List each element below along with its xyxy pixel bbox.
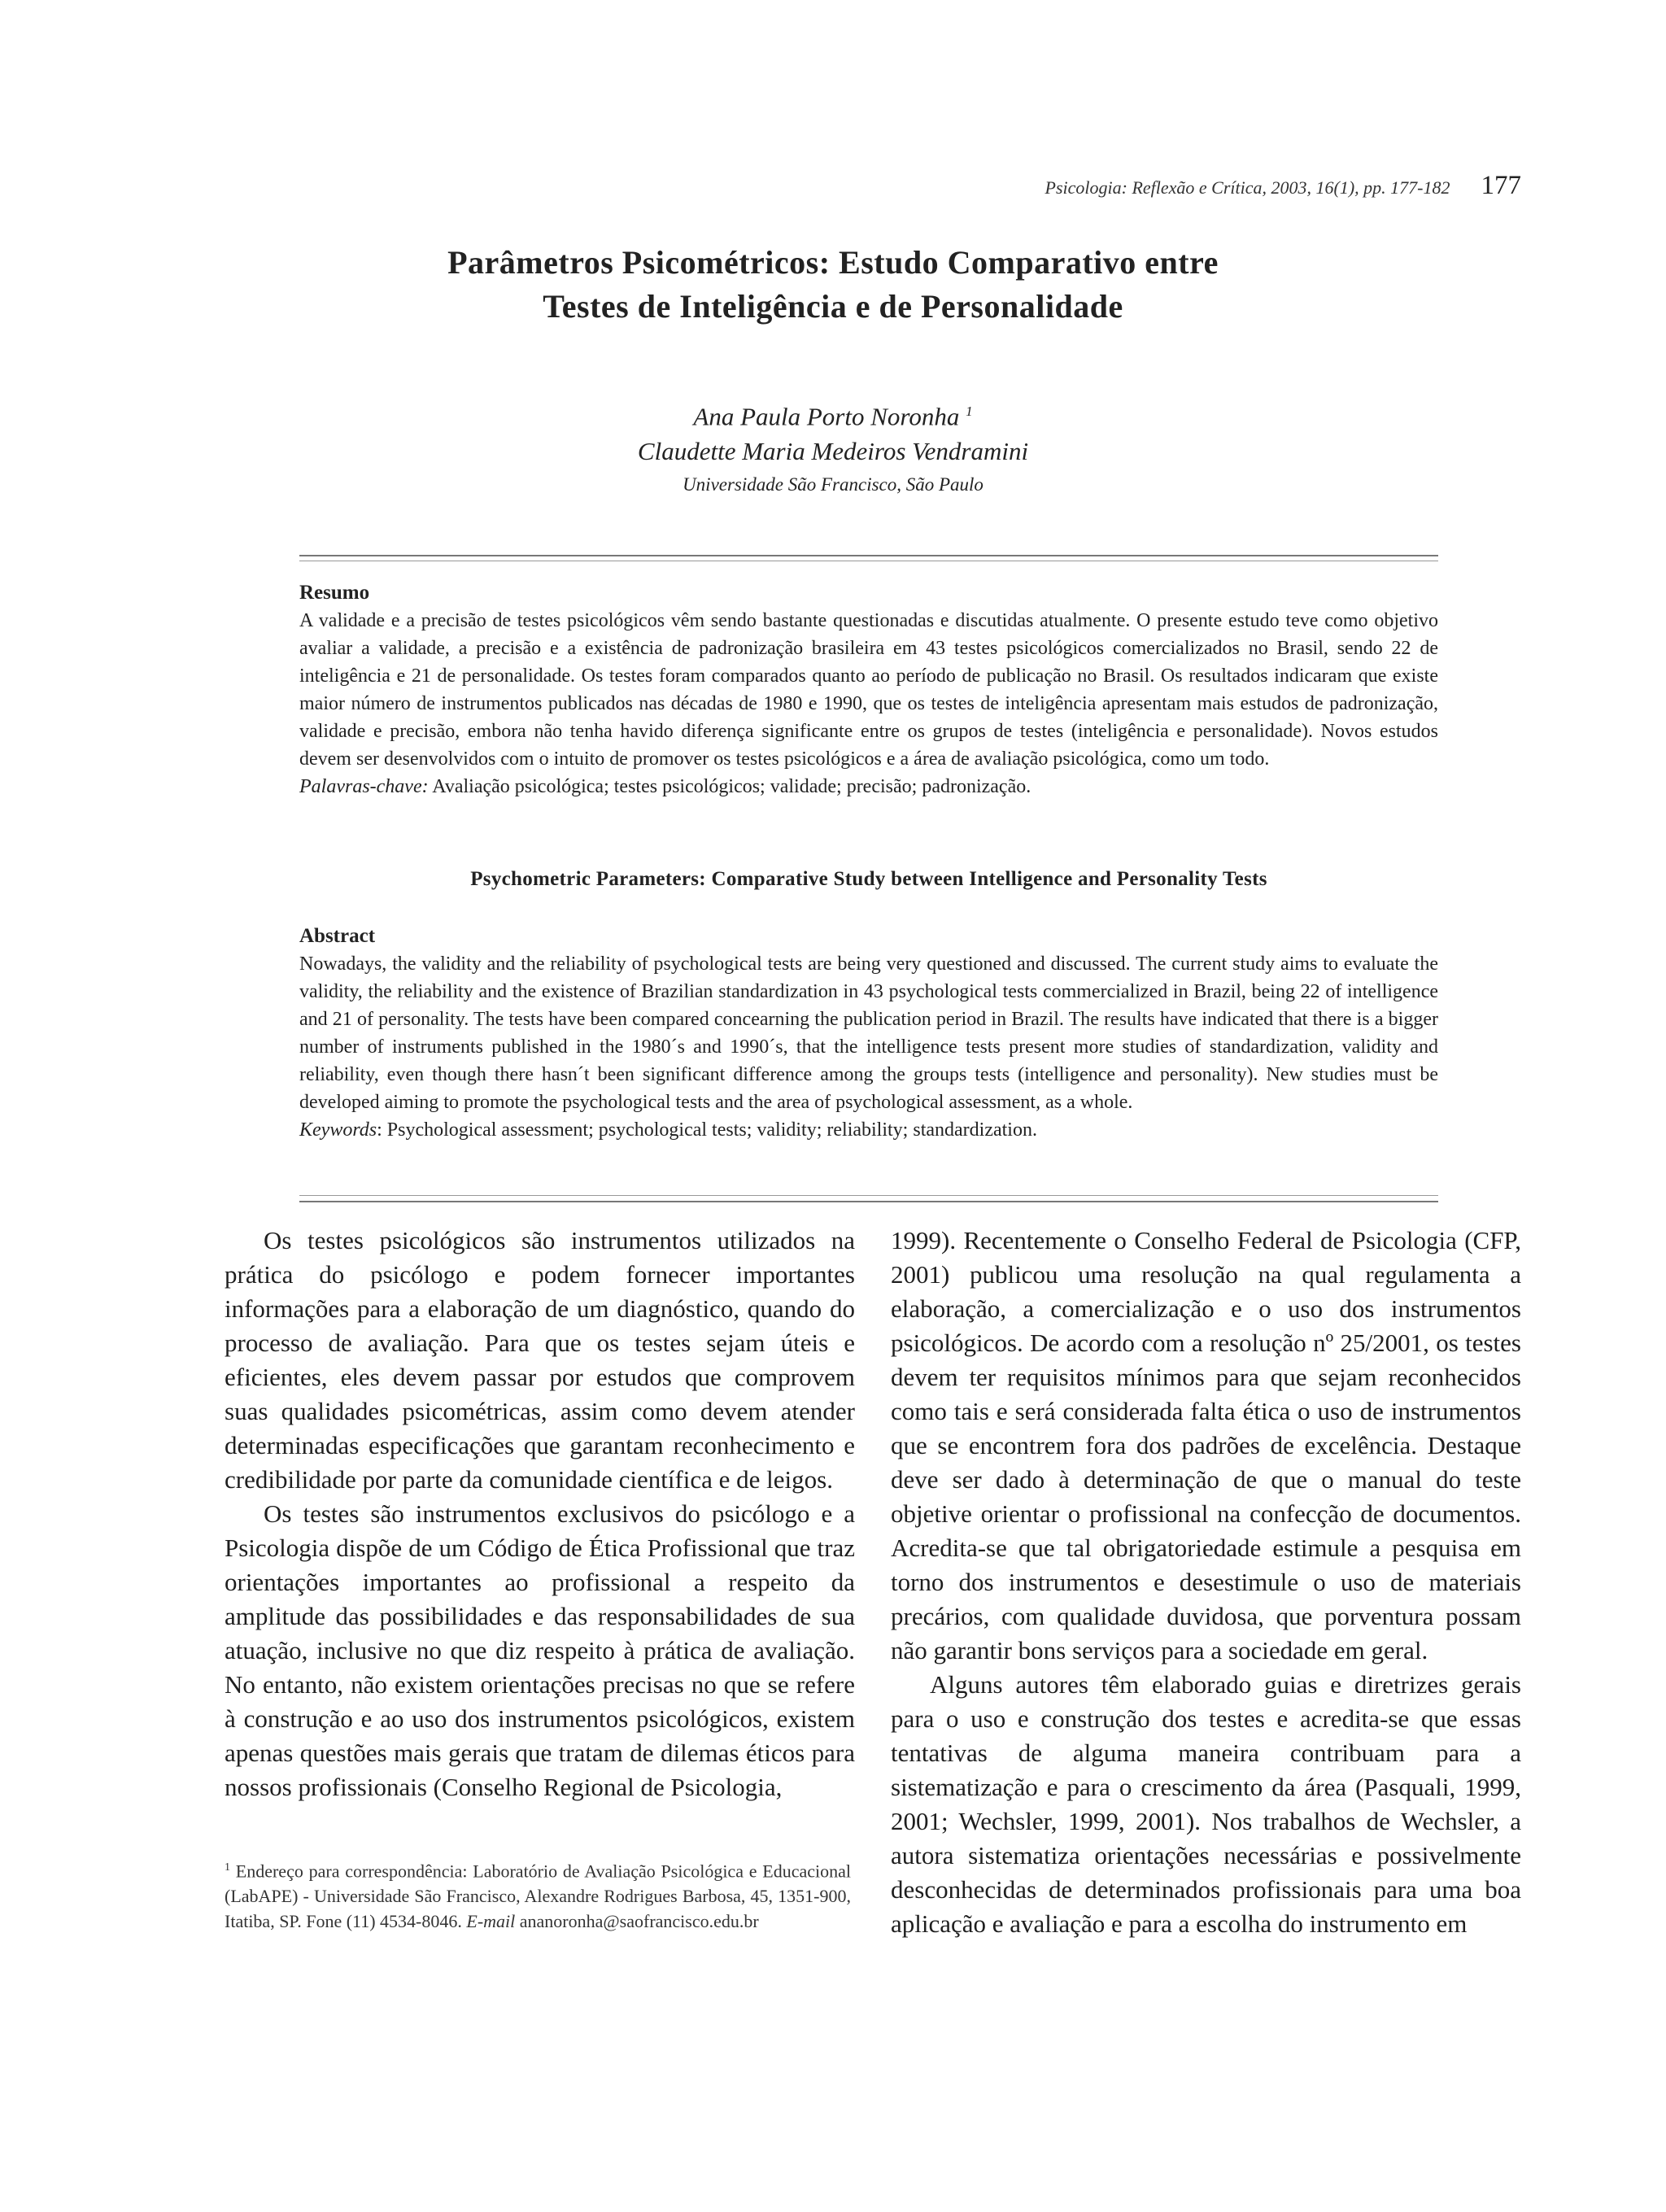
footnote-email-label: E-mail [466,1911,516,1932]
resumo-keywords [299,773,1438,801]
running-head [895,171,1521,201]
body-right-column [891,1224,1521,1941]
footnote-email: ananoronha@saofrancisco.edu.br [515,1911,759,1932]
author-2: Claudette Maria Medeiros Vendramini [637,437,1029,466]
resumo-keywords-label: Palavras-chave: [299,776,429,797]
abstract-keywords-list: : Psychological assessment; psychological tests; validity; reliability; standardization. [377,1119,1037,1141]
body-paragraph: Alguns autores têm elaborado guias e diretrizes gerais para o uso e construção dos testes e acredita-se que essas tentativas de alguma maneira contribuam para a sistematização e para o crescimento da área (Pasquali, 1999, 2001; Wechsler, 1999, 2001). Nos trabalhos de Wechsler, a autora sistematiza orientações necessárias e possivelmente desconhecidas de determinados profissionais para uma boa aplicação e avaliação e para a escolha do instrumento em [891,1670,1521,1938]
resumo-section [299,579,1438,801]
author-block [0,394,1666,501]
abstract-bottom-rule-2 [299,1201,1438,1202]
abstract-section [299,923,1438,1144]
resumo-text: A validade e a precisão de testes psicológicos vêm sendo bastante questionadas e discutidas atualmente. O presente estudo teve como objetivo avaliar a validade, a precisão e a existência de padronização brasileira em 43 testes psicológicos comercializados no Brasil, sendo 22 de inteligência e 21 de personalidade. Os testes foram comparados quanto ao período de publicação no Brasil. Os resultados indicaram que existe maior número de instrumentos publicados nas décadas de 1980 e 1990, que os testes de inteligência apresentam mais estudos de padronização, validade e precisão, embora não tenha havido diferença significante entre os grupos de testes (inteligência e personalidade). Novos estudos devem ser desenvolvidos com o intuito de promover os testes psicológicos e a área de avaliação psicológica, como um todo. [299,610,1438,770]
article-title [0,241,1666,329]
title-line-2: Testes de Inteligência e de Personalidade [543,288,1123,325]
author-1-name: Ana Paula Porto Noronha [693,402,960,431]
resumo-heading: Resumo [299,582,370,604]
body-left-column [225,1224,855,1804]
abstract-bottom-rule [299,1195,1438,1196]
abstract-keywords [299,1116,1438,1144]
author-1-footnote-marker: 1 [966,404,973,419]
page-number: 177 [1481,171,1521,200]
body-paragraph: Os testes são instrumentos exclusivos do psicólogo e a Psicologia dispõe de um Código de Ética Profissional que traz orientações importantes ao profissional a respeito da amplitude das possibilidades e das responsabilidades de sua atuação, inclusive no que diz respeito à prática de avaliação. No entanto, não existem orientações precisas no que se refere à construção e ao uso dos instrumentos psicológicos, existem apenas questões mais gerais que tratam de dilemas éticos para nossos profissionais (Conselho Regional de Psicologia, [225,1499,855,1801]
abstract-text: Nowadays, the validity and the reliability of psychological tests are being very questioned and discussed. The current study aims to evaluate the validity, the reliability and the existence of Brazilian standardization in 43 psychological tests commercialized in Brazil, being 22 of intelligence and 21 of personality. The tests have been compared concearning the publication period in Brazil. The results have indicated that there is a bigger number of instruments published in the 1980´s and 1990´s, that the intelligence tests present more studies of standardization, validity and reliability, even though there hasn´t been significant difference among the groups tests (intelligence and personality). New studies must be developed aiming to promote the psychological tests and the area of psychological assessment, as a whole. [299,953,1438,1113]
abstract-keywords-label: Keywords [299,1119,377,1141]
body-paragraph: Os testes psicológicos são instrumentos utilizados na prática do psicólogo e podem fornecer importantes informações para a elaboração de um diagnóstico, quando do processo de avaliação. Para que os testes sejam úteis e eficientes, eles devem passar por estudos que comprovem suas qualidades psicométricas, assim como devem atender determinadas especificações que garantam reconhecimento e credibilidade por parte da comunidade científica e de leigos. [225,1226,855,1494]
abstract-top-rule [299,555,1438,556]
journal-citation: Psicologia: Reflexão e Crítica, 2003, 16(1), pp. 177-182 [1045,177,1450,198]
title-line-1: Parâmetros Psicométricos: Estudo Comparativo entre [447,244,1219,281]
resumo-keywords-list: Avaliação psicológica; testes psicológicos; validade; precisão; padronização. [428,776,1031,797]
body-paragraph: 1999). Recentemente o Conselho Federal de Psicologia (CFP, 2001) publicou uma resolução na qual regulamenta a elaboração, a comercialização e o uso dos instrumentos psicológicos. De acordo com a resolução nº 25/2001, os testes devem ter requisitos mínimos para que sejam reconhecidos como tais e será considerada falta ética o uso de instrumentos que se encontrem fora dos padrões de excelência. Destaque deve ser dado à determinação de que o manual do teste objetive orientar o profissional na confecção de documentos. Acredita-se que tal obrigatoriedade estimule a pesquisa em torno dos instrumentos e desestimule o uso de materiais precários, com qualidade duvidosa, que porventura possam não garantir bons serviços para a sociedade em geral. [891,1226,1521,1664]
footnote-text: Endereço para correspondência: Laboratório de Avaliação Psicológica e Educacional (LabAPE) - Universidade São Francisco, Alexandre Rodrigues Barbosa, 45, 1351-900, Itatiba, SP. Fone (11) 4534-8046. [225,1861,851,1932]
footnote-marker: 1 [225,1861,230,1874]
english-title: Psychometric Parameters: Comparative Study between Intelligence and Personality Tests [470,868,1267,890]
footnote [225,1855,851,1934]
abstract-heading: Abstract [299,925,376,947]
author-1 [0,394,1666,434]
affiliation: Universidade São Francisco, São Paulo [683,474,983,495]
